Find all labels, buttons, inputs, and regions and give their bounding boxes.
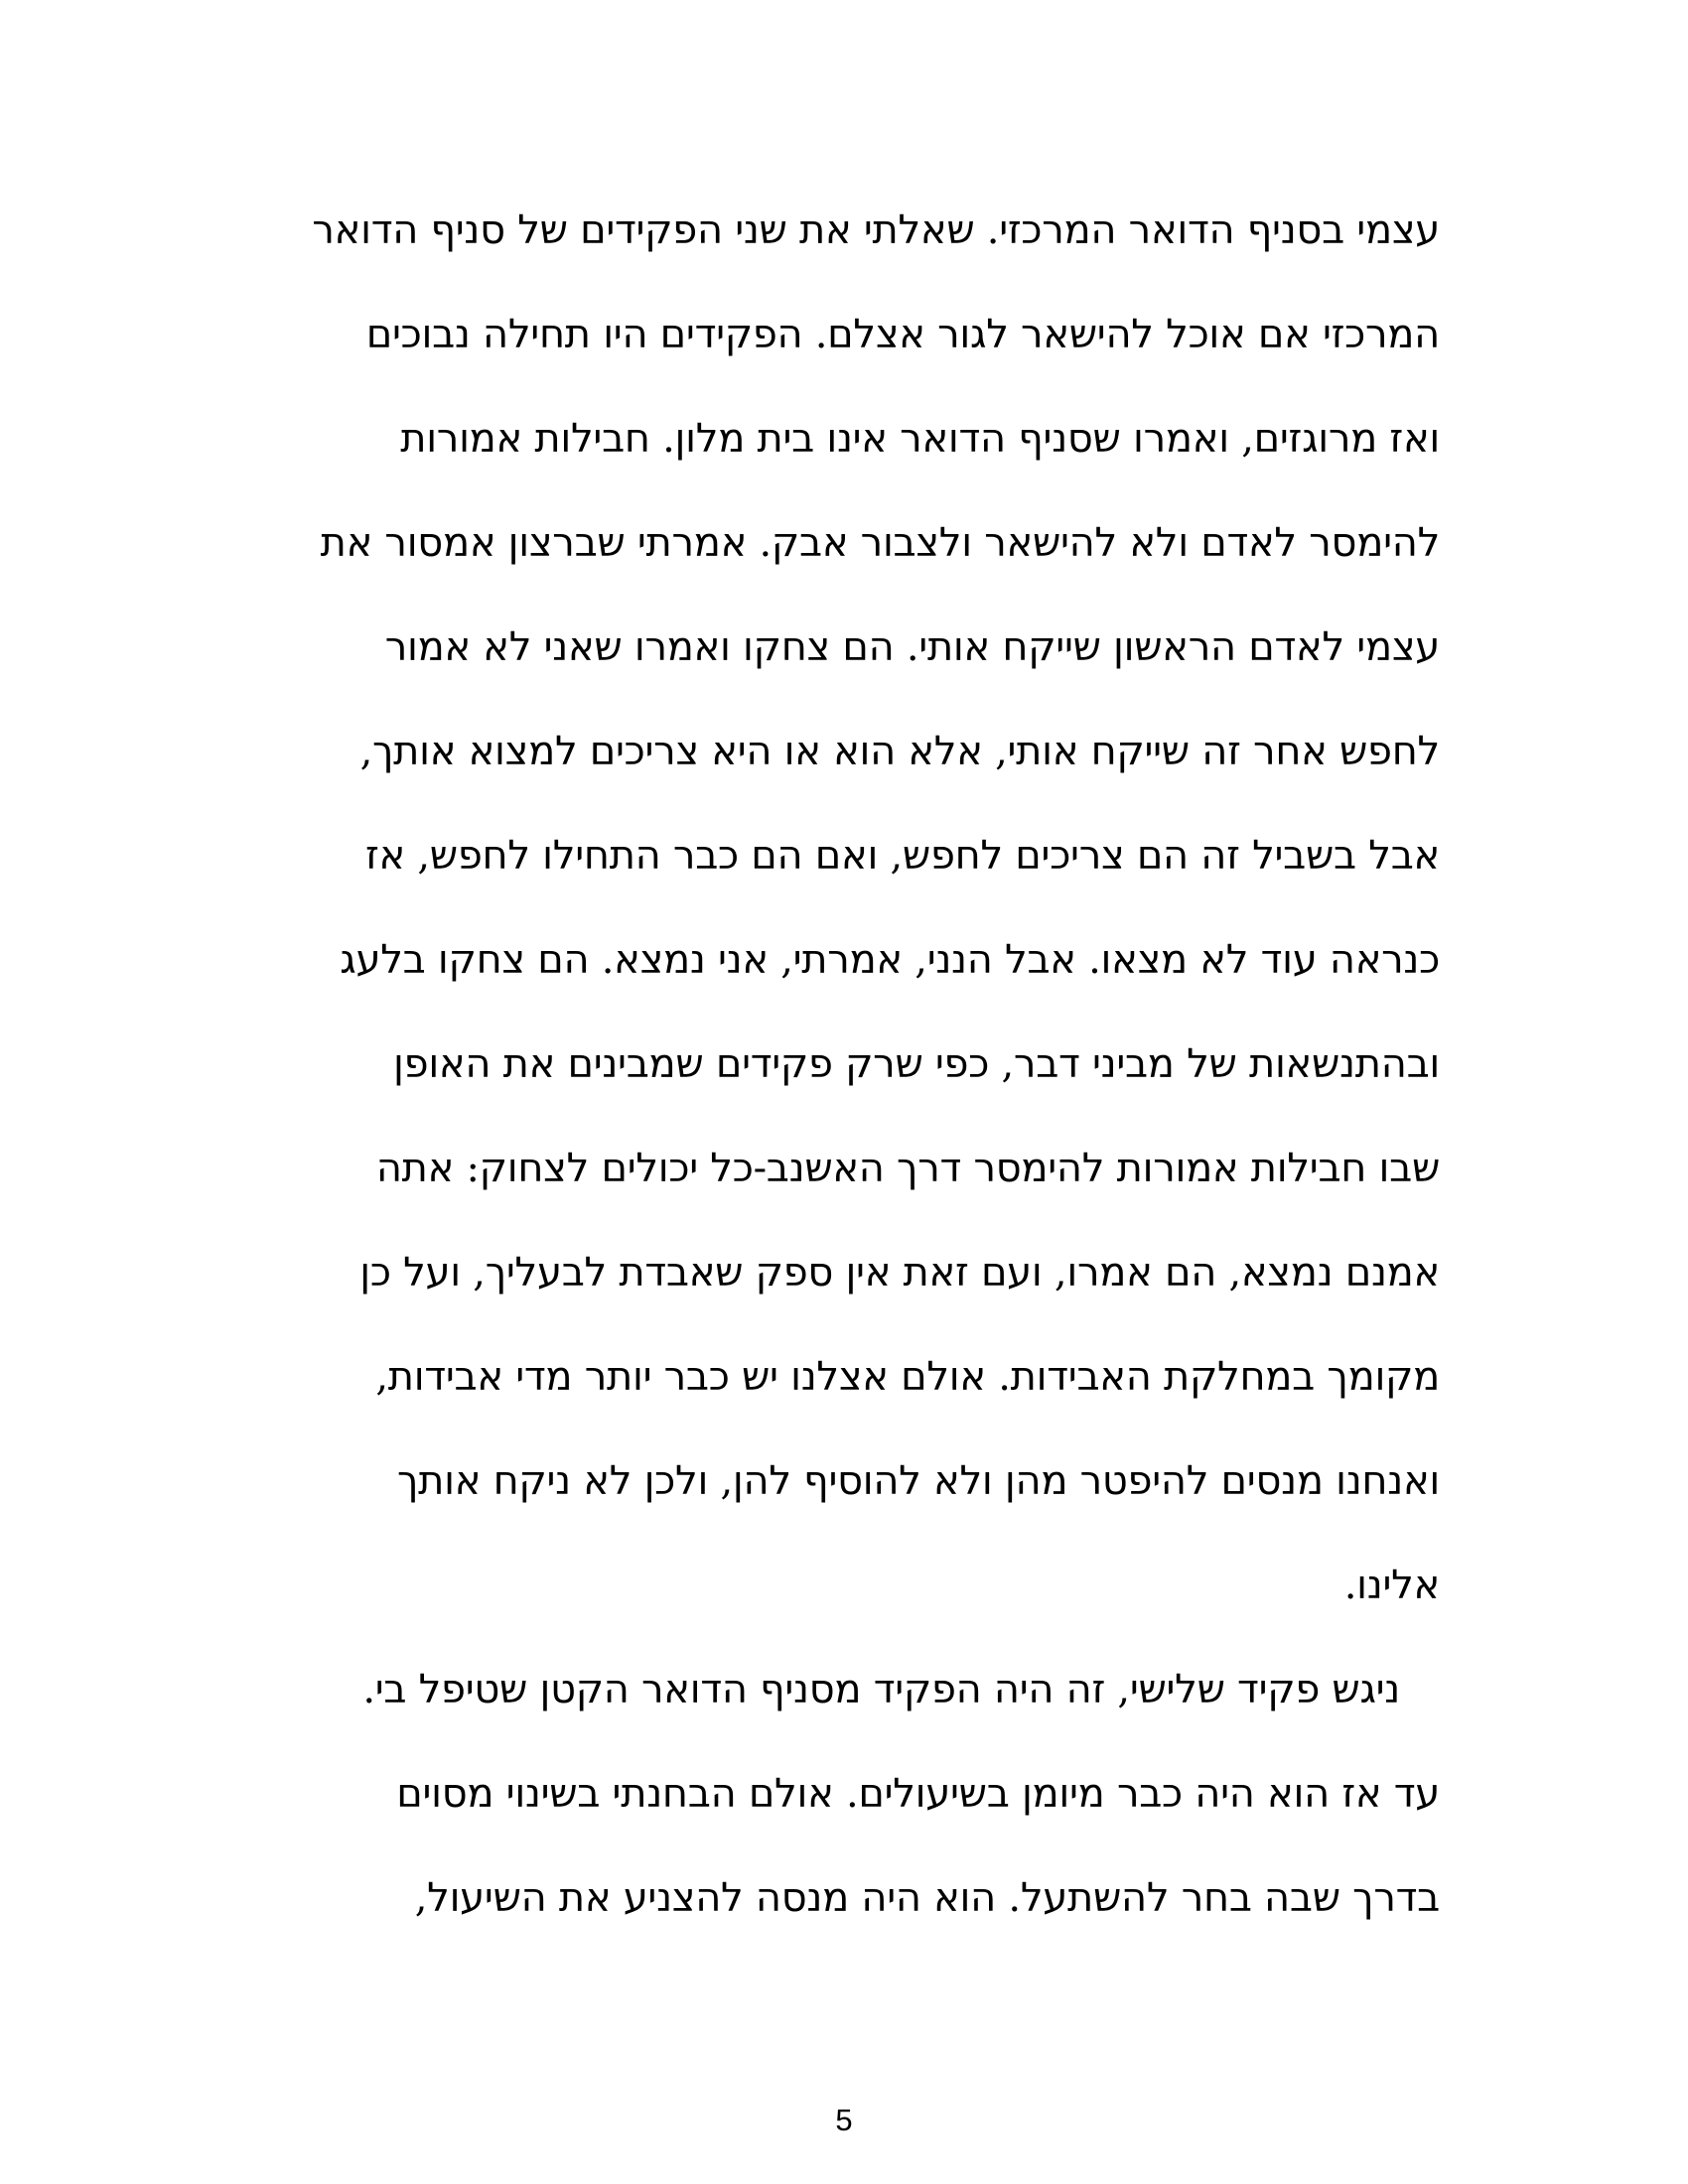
paragraph	[159, 179, 1440, 1638]
text-line: שבו חבילות אמורות להימסר דרך האשנב-כל יכולים לצחוק: אתה	[375, 1146, 1440, 1191]
text-line: כנראה עוד לא מצאו. אבל הנני, אמרתי, אני נמצא. הם צחקו בלעג	[340, 937, 1440, 983]
text-line: המרכזי אם אוכל להישאר לגור אצלם. הפקידים היו תחילה נבוכים	[365, 312, 1440, 357]
text-line: ובהתנשאות של מביני דבר, כפי שרק פקידים שמבינים את האופן	[393, 1041, 1440, 1087]
text-line: אלינו.	[1343, 1563, 1440, 1608]
text-line: לחפש אחר זה שייקח אותי, אלא הוא או היא צריכים למצוא אותך,	[359, 729, 1440, 774]
text-line: עצמי לאדם הראשון שייקח אותי. הם צחקו ואמרו שאני לא אמור	[384, 624, 1440, 670]
text-line: אמנם נמצא, הם אמרו, ועם זאת אין ספק שאבדת לבעליך, ועל כן	[359, 1250, 1440, 1296]
text-line: עצמי בסניף הדואר המרכזי. שאלתי את שני הפקידים של סניף הדואר	[312, 207, 1440, 253]
text-line: ואנחנו מנסים להיפטר מהן ולא להוסיף להן, ולכן לא ניקח אותך	[396, 1458, 1440, 1504]
paragraph	[159, 1638, 1440, 1951]
text-line: להימסר לאדם ולא להישאר ולצבור אבק. אמרתי שברצון אמסור את	[320, 520, 1440, 566]
text-line: אבל בשביל זה הם צריכים לחפש, ואם הם כבר התחילו לחפש, אז	[364, 833, 1440, 879]
page-number: 5	[835, 2103, 853, 2137]
body-text	[159, 179, 1440, 1951]
text-line: בדרך שבה בחר להשתעל. הוא היה מנסה להצניע את השיעול,	[414, 1875, 1440, 1921]
text-line: עד אז הוא היה כבר מיומן בשיעולים. אולם הבחנתי בשינוי מסוים	[396, 1771, 1440, 1817]
text-line: מקומך במחלקת האבידות. אולם אצלנו יש כבר יותר מדי אבידות,	[375, 1354, 1440, 1400]
text-line: ואז מרוגזים, ואמרו שסניף הדואר אינו בית מלון. חבילות אמורות	[400, 416, 1440, 462]
page-footer	[0, 2105, 1688, 2135]
text-line: ניגש פקיד שלישי, זה היה הפקיד מסניף הדואר הקטן שטיפל בי.	[362, 1667, 1400, 1712]
